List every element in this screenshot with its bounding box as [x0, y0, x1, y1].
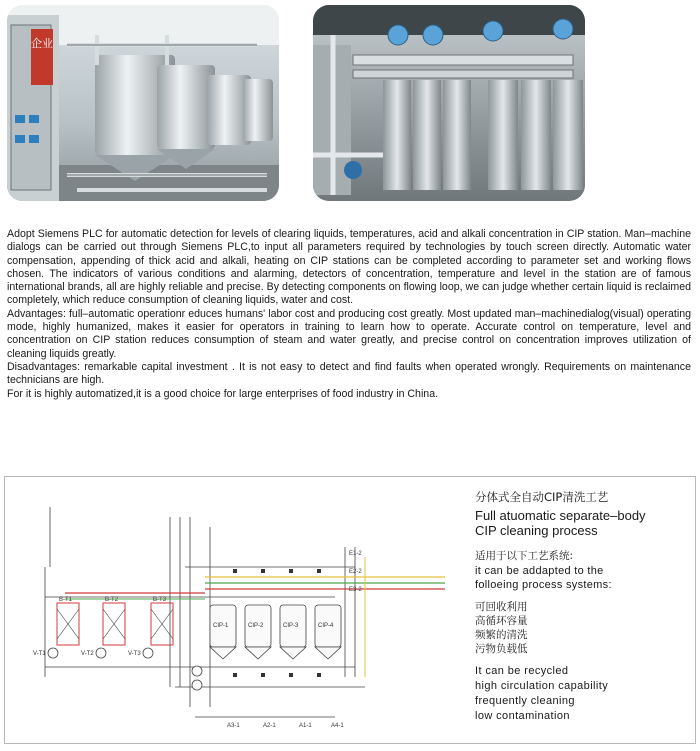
label-pump1: V-T1 [33, 651, 46, 657]
label-cip1: CIP-1 [213, 623, 229, 629]
feature-zh-item: 频繁的清洗 [475, 629, 528, 641]
description-text [7, 228, 691, 401]
feature-en-item: low contamination [475, 710, 570, 722]
cip-tanks-photo [7, 5, 279, 201]
paragraph-disadvantages: Disadvantages: remarkable capital investment . It is not easy to detect and find faults when operated wrongly. Requirements on maintenance technicians are high. [7, 360, 691, 387]
process-title-en [475, 508, 693, 538]
label-a2: A2-1 [263, 723, 276, 729]
label-pump2: V-T2 [81, 651, 94, 657]
label-cip2: CIP-2 [248, 623, 264, 629]
adapt-heading-zh: 适用于以下工艺系统: [475, 550, 574, 562]
process-panel [4, 476, 696, 744]
feature-zh-item: 污物负载低 [475, 643, 528, 655]
features-list-en [475, 664, 693, 724]
heat-exchanger-photo [313, 5, 585, 201]
sign-text-1: 企业 [31, 37, 53, 50]
label-cip4: CIP-4 [318, 623, 334, 629]
label-e3: E3-2 [349, 587, 362, 593]
label-pump3: V-T3 [128, 651, 141, 657]
feature-zh-item: 可回收利用 [475, 601, 528, 613]
paragraph-intro: Adopt Siemens PLC for automatic detection for levels of clearing liquids, temperatures, acid and alkali concentration in CIP station. Man–machine dialogs can be carried out through Siemens PLC,to input all parameters required by technologies by touch screen directly. Automatic water compensation, appending of thick acid and alkali, heating on CIP stations can be completed according to parameter set and working flows chosen. The indicators of various conditions and alarming, detectors of concentration, temperature and level in the station are of famous international brands, all are highly reliable and precise. By detecting components on flowing loop, we can judge whether certain liquid is reclaimed completely, which reduce consumption of cleaning liquids, water and cost. [7, 228, 691, 307]
label-cip3: CIP-3 [283, 623, 299, 629]
label-tank3: B-T3 [153, 597, 167, 603]
label-e1: E1-2 [349, 551, 362, 557]
process-title-en-line2: CIP cleaning process [475, 523, 598, 538]
process-title-en-line1: Full atuomatic separate–body [475, 508, 646, 523]
feature-en-item: high circulation capability [475, 680, 609, 692]
adapt-heading-en-line2: folloeing process systems: [475, 579, 612, 591]
label-a4: A4-1 [331, 723, 344, 729]
feature-en-item: frequently cleaning [475, 695, 575, 707]
adapt-heading-en [475, 564, 693, 592]
adapt-heading-en-line1: it can be addapted to the [475, 565, 604, 577]
feature-zh-item: 高循环容量 [475, 615, 528, 627]
label-a3: A1-1 [299, 723, 312, 729]
features-list-zh [475, 600, 693, 656]
label-a1: A3-1 [227, 723, 240, 729]
paragraph-conclusion: For it is highly automatized,it is a good choice for large enterprises of food industry in China. [7, 387, 439, 400]
label-tank2: B-T2 [105, 597, 119, 603]
paragraph-advantages: Advantages: full–automatic operationr educes humans' labor cost and producing cost greatly. Most updated man–machinedialog(visual) operating mode, highly humanized, makes it easier for operators in training to learn how to operate. Accurate control on temperature, level and concentration on CIP station reduces consumption of steam and water greatly, and precise control on concentration improves utilization of cleaning liquids greatly. [7, 307, 691, 360]
label-e2: E2-2 [349, 569, 362, 575]
feature-en-item: It can be recycled [475, 665, 569, 677]
cip-process-diagram [5, 477, 445, 743]
process-title-zh: 分体式全自动CIP清洗工艺 [475, 490, 609, 504]
label-tank1: B-T1 [59, 597, 73, 603]
process-captions [475, 489, 693, 724]
